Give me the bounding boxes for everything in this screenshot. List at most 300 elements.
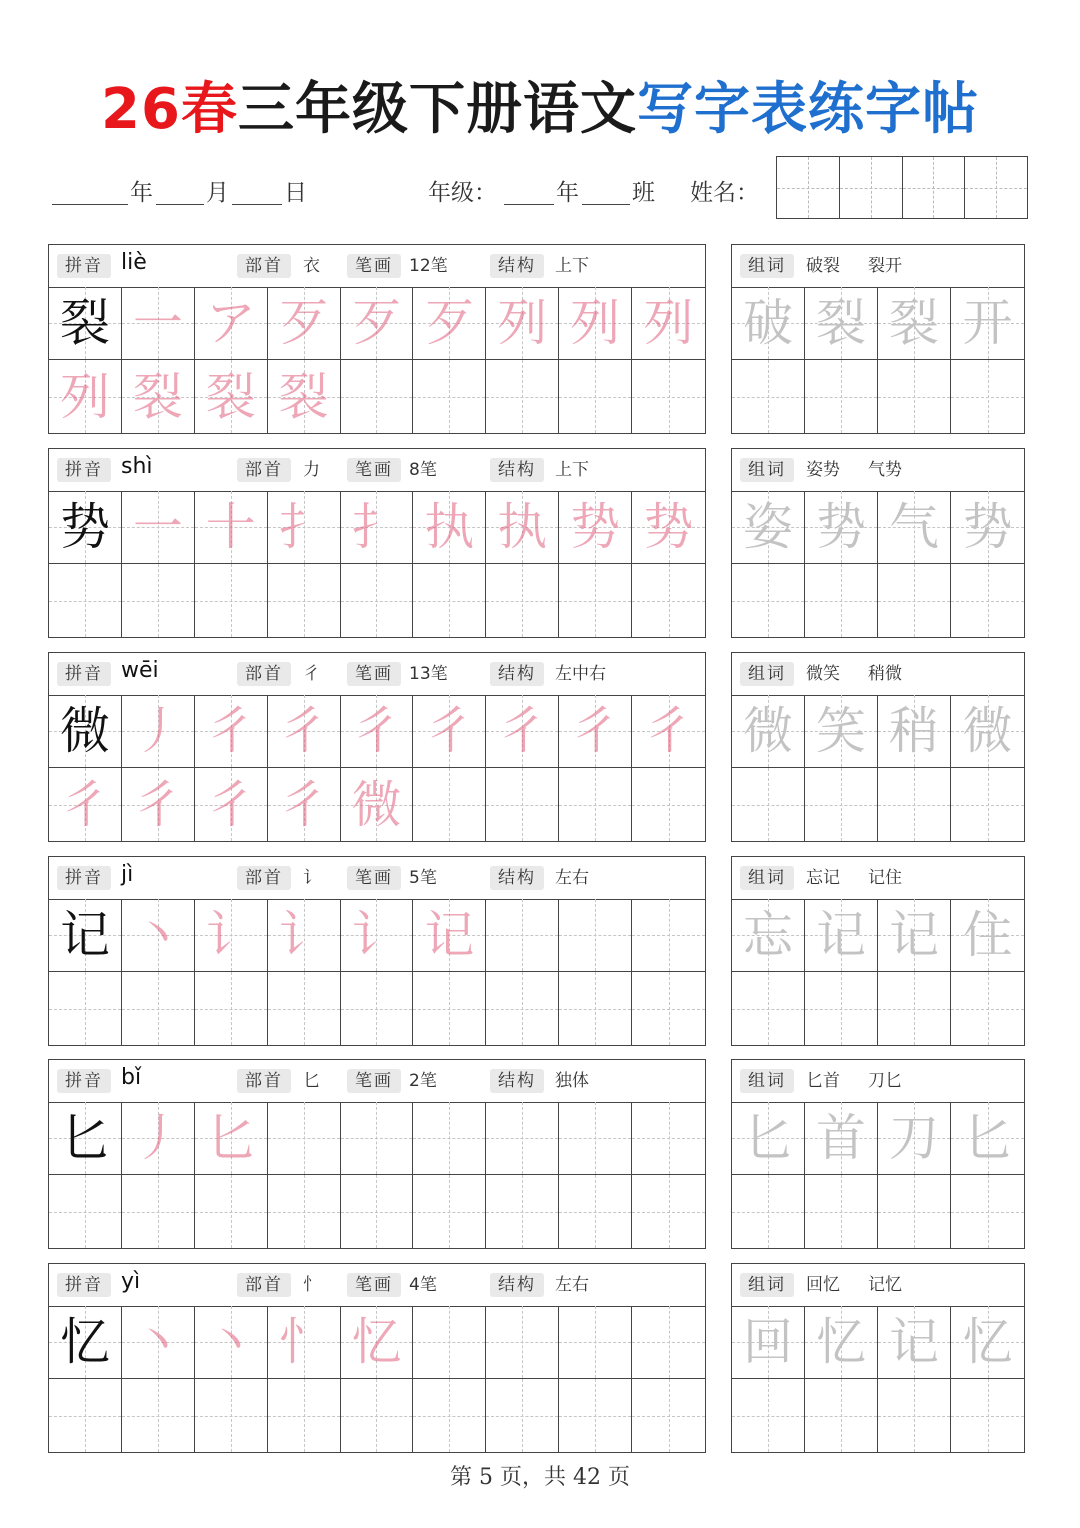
stroke-step: ア [205,294,256,352]
model-character: 势 [59,498,110,556]
word-trace-character: 气 [889,498,939,556]
word-cell[interactable] [878,899,951,972]
class-blank[interactable] [582,178,630,205]
stroke-step: 彳 [424,702,475,760]
name-boxes[interactable] [776,156,1028,219]
stroke-step: 彳 [351,702,402,760]
word-cell[interactable] [732,564,805,637]
writing-cell[interactable] [486,564,559,637]
writing-cell[interactable] [49,491,122,564]
stroke-step: 列 [497,294,548,352]
word-cell[interactable] [732,972,805,1045]
word-cell[interactable] [732,899,805,972]
word-grid [732,1306,1024,1452]
word-block [731,1263,1025,1453]
writing-cell[interactable] [486,768,559,841]
word-trace-character: 忆 [962,1313,1013,1371]
word-cell[interactable] [732,1175,805,1248]
writing-grid [49,899,705,1045]
practice-block [48,652,706,842]
writing-cell[interactable] [632,899,705,972]
word-cell[interactable] [805,491,878,564]
writing-cell[interactable] [341,564,414,637]
pinyin-value: shì [121,454,153,479]
writing-cell[interactable] [632,1175,705,1248]
stroke-step: 彳 [643,702,694,760]
writing-cell[interactable] [122,768,195,841]
word-2: 记住 [868,868,902,888]
strokes-value: 8笔 [409,460,437,480]
char-info-header [49,245,705,288]
words-tag: 组词 [740,254,794,278]
word-1: 忘记 [806,868,840,888]
writing-cell[interactable] [413,1175,486,1248]
word-2: 裂开 [868,256,902,276]
page-title [0,72,1080,148]
pinyin-tag: 拼音 [57,1069,111,1093]
class-label: 班 [632,180,655,206]
words-tag: 组词 [740,866,794,890]
writing-cell[interactable] [195,491,268,564]
word-cell[interactable] [951,360,1024,433]
stroke-step: 彳 [570,702,621,760]
writing-cell[interactable] [122,1175,195,1248]
word-1: 微笑 [806,664,840,684]
writing-cell[interactable] [341,1306,414,1379]
month-label: 月 [206,180,229,206]
word-trace-character: 刀 [889,1109,939,1167]
word-cell[interactable] [732,1306,805,1379]
stroke-step: 讠 [278,906,329,964]
radical-tag: 部首 [237,458,291,482]
title-red-part: 26春 [101,77,238,142]
writing-cell[interactable] [486,899,559,972]
word-cell[interactable] [951,564,1024,637]
word-cell[interactable] [951,1379,1024,1452]
writing-cell[interactable] [268,899,341,972]
word-cell[interactable] [951,1102,1024,1175]
word-cell[interactable] [805,564,878,637]
model-character: 记 [59,906,110,964]
stroke-step: 列 [570,294,621,352]
writing-cell[interactable] [268,360,341,433]
writing-cell[interactable] [486,287,559,360]
writing-cell[interactable] [49,972,122,1045]
writing-cell[interactable] [413,1306,486,1379]
writing-cell[interactable] [632,1102,705,1175]
word-header [732,857,1024,900]
stroke-step: 讠 [205,906,256,964]
practice-block [48,244,706,434]
stroke-step: 讠 [351,906,402,964]
word-cell[interactable] [805,695,878,768]
writing-cell[interactable] [195,972,268,1045]
writing-cell[interactable] [49,287,122,360]
writing-cell[interactable] [632,768,705,841]
pinyin-value: yì [121,1269,141,1294]
writing-cell[interactable] [195,564,268,637]
writing-cell[interactable] [632,360,705,433]
stroke-step: 忄 [278,1313,329,1371]
writing-cell[interactable] [49,564,122,637]
writing-cell[interactable] [632,695,705,768]
writing-cell[interactable] [195,287,268,360]
writing-cell[interactable] [195,1379,268,1452]
structure-value: 独体 [555,1071,589,1091]
writing-cell[interactable] [559,1102,632,1175]
writing-cell[interactable] [195,695,268,768]
word-trace-character: 破 [743,294,793,352]
writing-cell[interactable] [486,491,559,564]
pinyin-value: liè [121,250,147,275]
word-cell[interactable] [805,1306,878,1379]
radical-tag: 部首 [237,1069,291,1093]
writing-cell[interactable] [122,287,195,360]
writing-cell[interactable] [122,972,195,1045]
writing-cell[interactable] [122,491,195,564]
writing-cell[interactable] [486,972,559,1045]
writing-cell[interactable] [632,564,705,637]
structure-tag: 结构 [490,1069,544,1093]
writing-cell[interactable] [341,972,414,1045]
word-header [732,1264,1024,1307]
name-box[interactable] [903,157,966,218]
word-block [731,448,1025,638]
writing-grid [49,287,705,433]
stroke-step: 裂 [205,367,256,426]
grade-year-label: 年 [556,180,579,206]
writing-cell[interactable] [559,360,632,433]
strokes-tag: 笔画 [347,458,401,482]
writing-cell[interactable] [559,1306,632,1379]
pinyin-value: bǐ [121,1065,142,1090]
writing-cell[interactable] [268,1379,341,1452]
word-cell[interactable] [732,491,805,564]
stroke-step: 列 [59,367,110,426]
radical-value: 力 [303,460,320,480]
writing-cell[interactable] [195,360,268,433]
writing-cell[interactable] [559,491,632,564]
writing-cell[interactable] [268,287,341,360]
word-cell[interactable] [732,1102,805,1175]
stroke-step: 丿 [132,702,183,760]
stroke-step: 歹 [278,294,329,352]
year-blank[interactable] [52,178,128,205]
word-cell[interactable] [878,287,951,360]
writing-cell[interactable] [486,360,559,433]
stroke-step: 彳 [59,775,110,834]
writing-cell[interactable] [122,1306,195,1379]
writing-cell[interactable] [49,360,122,433]
title-blue-part: 写字表练字帖 [636,77,979,142]
writing-grid [49,491,705,637]
writing-cell[interactable] [122,564,195,637]
writing-cell[interactable] [341,899,414,972]
writing-cell[interactable] [195,1306,268,1379]
stroke-step: 丶 [132,1313,183,1371]
word-cell[interactable] [805,899,878,972]
word-cell[interactable] [732,768,805,841]
word-trace-character: 回 [743,1313,793,1371]
word-cell[interactable] [878,360,951,433]
writing-cell[interactable] [49,1175,122,1248]
word-cell[interactable] [732,360,805,433]
practice-block [48,856,706,1046]
word-trace-character: 笑 [816,702,866,760]
writing-cell[interactable] [559,564,632,637]
stroke-step: 十 [205,498,256,556]
word-2: 稍微 [868,664,902,684]
strokes-tag: 笔画 [347,254,401,278]
structure-value: 上下 [555,256,589,276]
stroke-step: 歹 [351,294,402,352]
writing-cell[interactable] [122,695,195,768]
stroke-step: 彳 [278,775,329,834]
writing-cell[interactable] [195,768,268,841]
writing-cell[interactable] [341,1102,414,1175]
word-grid [732,1102,1024,1248]
word-cell[interactable] [878,695,951,768]
word-cell[interactable] [878,564,951,637]
writing-cell[interactable] [486,1102,559,1175]
writing-cell[interactable] [632,491,705,564]
pinyin-value: jì [121,862,134,887]
word-cell[interactable] [732,695,805,768]
writing-cell[interactable] [268,491,341,564]
radical-tag: 部首 [237,1273,291,1297]
writing-cell[interactable] [49,1306,122,1379]
writing-cell[interactable] [413,768,486,841]
word-header [732,449,1024,492]
writing-cell[interactable] [413,491,486,564]
writing-cell[interactable] [559,695,632,768]
stroke-step: 势 [643,498,694,556]
radical-tag: 部首 [237,662,291,686]
word-trace-character: 首 [816,1109,866,1167]
writing-cell[interactable] [559,1175,632,1248]
word-cell[interactable] [732,287,805,360]
words-tag: 组词 [740,1069,794,1093]
writing-cell[interactable] [341,1379,414,1452]
strokes-value: 4笔 [409,1275,437,1295]
writing-cell[interactable] [559,1379,632,1452]
word-trace-character: 记 [816,906,866,964]
writing-cell[interactable] [49,1102,122,1175]
page-footer: 第 5 页，共 42 页 [450,1465,630,1490]
writing-cell[interactable] [122,360,195,433]
word-block [731,652,1025,842]
stroke-step: 一 [132,294,183,352]
writing-cell[interactable] [195,1102,268,1175]
writing-cell[interactable] [486,1306,559,1379]
writing-cell[interactable] [195,899,268,972]
writing-cell[interactable] [486,695,559,768]
pinyin-tag: 拼音 [57,458,111,482]
stroke-step: 微 [351,775,402,834]
day-blank[interactable] [232,178,282,205]
stroke-step: 记 [424,906,475,964]
word-cell[interactable] [805,768,878,841]
writing-grid [49,1102,705,1248]
writing-cell[interactable] [559,899,632,972]
word-cell[interactable] [878,491,951,564]
radical-tag: 部首 [237,254,291,278]
word-trace-character: 忘 [743,906,793,964]
writing-grid [49,695,705,841]
word-grid [732,695,1024,841]
char-info-header [49,857,705,900]
writing-cell[interactable] [559,768,632,841]
word-cell[interactable] [878,1175,951,1248]
radical-value: 匕 [303,1071,320,1091]
word-cell[interactable] [878,768,951,841]
writing-cell[interactable] [122,1379,195,1452]
writing-cell[interactable] [341,1175,414,1248]
writing-cell[interactable] [559,287,632,360]
writing-cell[interactable] [632,1306,705,1379]
word-cell[interactable] [951,695,1024,768]
model-character: 忆 [59,1313,110,1371]
stroke-step: 忆 [351,1313,402,1371]
writing-cell[interactable] [49,899,122,972]
writing-cell[interactable] [268,972,341,1045]
word-block [731,244,1025,434]
pinyin-tag: 拼音 [57,1273,111,1297]
word-cell[interactable] [951,1175,1024,1248]
words-tag: 组词 [740,458,794,482]
writing-cell[interactable] [413,1379,486,1452]
writing-cell[interactable] [122,899,195,972]
stroke-step: 彳 [132,775,183,834]
writing-cell[interactable] [559,972,632,1045]
words-tag: 组词 [740,1273,794,1297]
word-cell[interactable] [951,768,1024,841]
name-box[interactable] [840,157,903,218]
word-block [731,856,1025,1046]
word-header [732,245,1024,288]
name-box[interactable] [965,157,1027,218]
word-cell[interactable] [878,1306,951,1379]
writing-cell[interactable] [49,1379,122,1452]
word-cell[interactable] [878,1102,951,1175]
word-trace-character: 裂 [889,294,939,352]
day-label: 日 [284,180,307,206]
writing-cell[interactable] [413,564,486,637]
writing-cell[interactable] [632,287,705,360]
writing-cell[interactable] [195,1175,268,1248]
name-box[interactable] [777,157,840,218]
strokes-tag: 笔画 [347,662,401,686]
writing-cell[interactable] [341,695,414,768]
title-black-part: 三年级下册语文 [237,77,637,142]
word-block [731,1059,1025,1249]
writing-cell[interactable] [268,695,341,768]
writing-cell[interactable] [486,1379,559,1452]
writing-cell[interactable] [268,1175,341,1248]
char-info-header [49,449,705,492]
writing-cell[interactable] [341,287,414,360]
writing-cell[interactable] [341,491,414,564]
writing-cell[interactable] [268,1102,341,1175]
writing-cell[interactable] [413,360,486,433]
writing-cell[interactable] [341,360,414,433]
model-character: 微 [59,702,110,760]
word-2: 刀匕 [868,1071,902,1091]
practice-block [48,448,706,638]
writing-cell[interactable] [268,1306,341,1379]
writing-cell[interactable] [413,972,486,1045]
word-cell[interactable] [951,491,1024,564]
words-tag: 组词 [740,662,794,686]
grade-year-blank[interactable] [504,178,554,205]
word-trace-character: 住 [962,906,1013,964]
model-character: 匕 [59,1109,110,1167]
writing-cell[interactable] [413,695,486,768]
stroke-step: 执 [424,498,475,556]
writing-cell[interactable] [341,768,414,841]
stroke-step: 一 [132,498,183,556]
writing-cell[interactable] [49,695,122,768]
word-cell[interactable] [805,1102,878,1175]
stroke-step: 彳 [278,702,329,760]
word-header [732,653,1024,696]
word-cell[interactable] [951,287,1024,360]
word-cell[interactable] [805,972,878,1045]
stroke-step: 丶 [205,1313,256,1371]
stroke-step: 扌 [278,498,329,556]
strokes-value: 5笔 [409,868,437,888]
writing-cell[interactable] [632,1379,705,1452]
grade-label: 年级： [428,180,497,206]
writing-cell[interactable] [413,287,486,360]
writing-cell[interactable] [268,768,341,841]
writing-cell[interactable] [486,1175,559,1248]
writing-cell[interactable] [49,768,122,841]
word-cell[interactable] [732,1379,805,1452]
month-blank[interactable] [156,178,204,205]
word-cell[interactable] [951,972,1024,1045]
word-cell[interactable] [878,972,951,1045]
structure-value: 左右 [555,1275,589,1295]
word-1: 破裂 [806,256,840,276]
writing-cell[interactable] [413,1102,486,1175]
stroke-step: 裂 [278,367,329,426]
stroke-step: 彳 [205,702,256,760]
char-info-header [49,653,705,696]
name-label: 姓名： [690,180,759,206]
word-trace-character: 势 [962,498,1013,556]
radical-value: 忄 [303,1275,320,1295]
word-trace-character: 忆 [816,1313,866,1371]
word-2: 记忆 [868,1275,902,1295]
word-cell[interactable] [805,287,878,360]
word-cell[interactable] [805,360,878,433]
word-cell[interactable] [951,1306,1024,1379]
word-grid [732,899,1024,1045]
writing-cell[interactable] [413,899,486,972]
word-trace-character: 姿 [743,498,793,556]
writing-cell[interactable] [632,972,705,1045]
strokes-tag: 笔画 [347,866,401,890]
word-cell[interactable] [878,1379,951,1452]
word-cell[interactable] [805,1379,878,1452]
word-cell[interactable] [805,1175,878,1248]
word-cell[interactable] [951,899,1024,972]
writing-cell[interactable] [122,1102,195,1175]
writing-cell[interactable] [268,564,341,637]
char-info-header [49,1264,705,1307]
stroke-step: 彳 [205,775,256,834]
